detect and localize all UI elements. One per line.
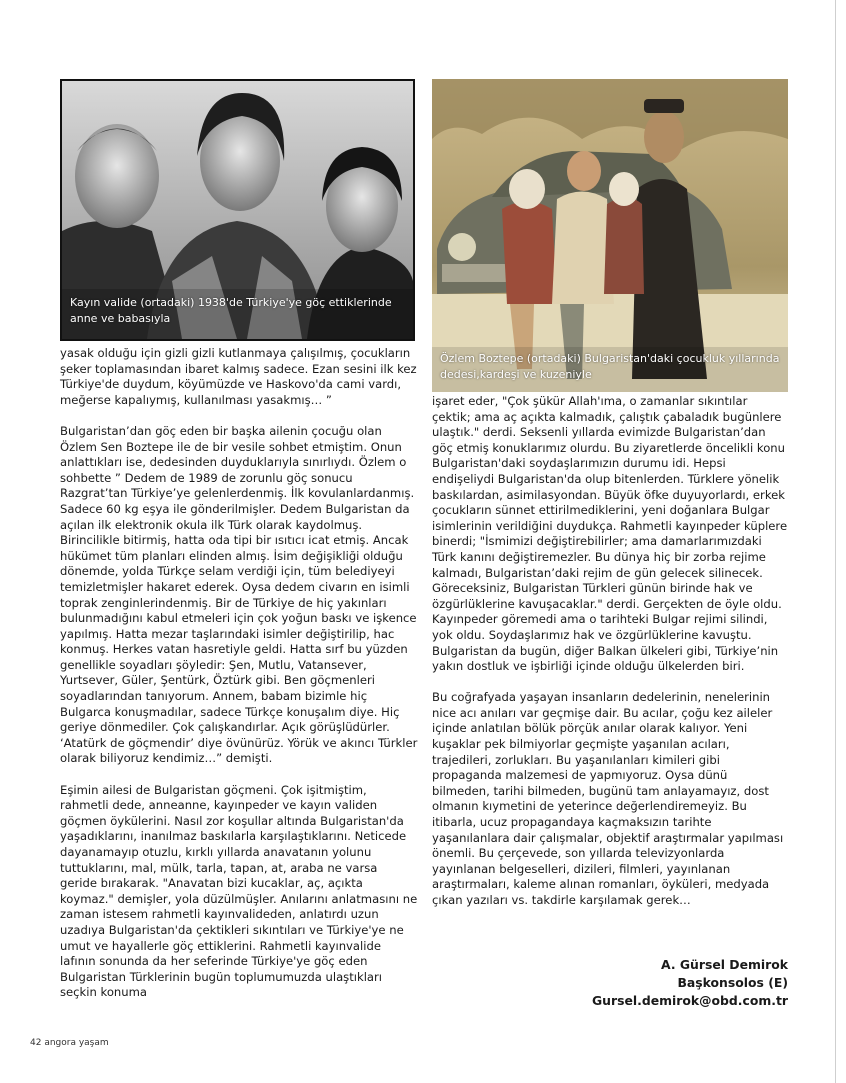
author-name: A. Gürsel Demirok <box>661 957 788 972</box>
photo-family-1938 <box>60 79 415 341</box>
article-paragraph: yasak olduğu için gizli gizli kutlanmaya çalışılmış, çocukların şeker toplamasından ibaret kalmış sadece. Ezan sesini ilk kez Türkiye'de duydum, köyümüzde ve Haskovo'da cami vardı, meğerse kapalıymış, kullanılması yasakmış… ” <box>60 346 417 407</box>
article-column-left <box>60 346 418 1017</box>
article-paragraph: Eşimin ailesi de Bulgaristan göçmeni. Çok işitmiştim, rahmetli dede, anneanne, kayınpeder ve kayın validen göçmen öykülerini. Nasıl zor koşullar altında Bulgaristan'da yaşadıklarını, inanılmaz baskılarla karşılaştıklarını. Neticede dayanamayıp otuzlu, kırklı yıllarda anavatanın yolunu tuttuklarını, mal, mülk, tarla, tapan, at, araba ne varsa geride bırakarak. "Anavatan bizi kucaklar, aç, açıkta koymaz." demişler, yola düzülmüşler. Anılarını anlatmasını ne zaman istesem rahmetli kayınvalideden, anlatırdı uzun uzadıya Bulgaristan'da çektikleri sıkıntıları ve Türkiye'ye ne umut ve hayallerle göç ettiklerini. Rahmetli kayınvalide lafının sonunda da her seferinde Türkiye'ye göç eden Bulgaristan Türklerinin bugün toplumumuzda ulaştıkları seçkin konuma <box>60 782 418 1000</box>
page-footer: 42 angora yaşam <box>30 1038 109 1048</box>
photo-family-1938-caption: Kayın valide (ortadaki) 1938'de Türkiye'ye göç ettiklerinde anne ve babasıyla <box>70 296 392 325</box>
author-signature <box>592 956 788 1010</box>
author-email: Gursel.demirok@obd.com.tr <box>592 993 788 1008</box>
author-title: Başkonsolos (E) <box>677 975 788 990</box>
article-column-right <box>432 394 788 924</box>
photo-childhood-bulgaria-image <box>432 79 788 392</box>
article-paragraph: işaret eder, "Çok şükür Allah'ıma, o zamanlar sıkıntılar çektik; ama aç açıkta kalmadık, çalıştık çabaladık bugünlere ulaştık." derdi. Seksenli yıllarda evimizde Bulgaristan’dan göç etmiş konuklarımız olurdu. Bu ziyaretlerde öncelikli konu Bulgaristan'daki soydaşlarımızın durumu idi. Hepsi endişeliydi Bulgaristan'da olup bitenlerden. Türklere yönelik baskılardan, asimilasyondan. Büyük öfke duyuyorlardı, erkek çocukların sünnet ettirilmediklerini, yeni doğanlara Bulgar isimlerinin verildiğini duydukça. Rahmetli kayınpeder küplere binerdi; "İsmimizi değiştirebilirler; ama damarlarımızdaki Türk kanını değiştiremezler. Bu dünya hiç bir zorba rejime kalmadı, Bulgaristan’daki rejim de gün gelecek silinecek. Göreceksiniz, Bulgaristan Türkleri günün birinde hak ve özgürlüklerine kavuşacaklar." derdi. Gerçekten de öyle oldu. Kayınpeder göremedi ama o tarihteki Bulgar rejimi silindi, yok oldu. Soydaşlarımız hak ve özgürlüklerine kavuştu. Bulgaristan da bugün, diğer Balkan ülkeleri gibi, Türkiye’nin yakın dostluk ve işbirliği içinde olduğu ülkelerden biri. <box>432 394 788 674</box>
article-paragraph: Bulgaristan’dan göç eden bir başka ailenin çocuğu olan Özlem Sen Boztepe ile de bir vesile sohbet etmiştim. Onun anlattıkları ise, dedesinden duyduklarıyla sınırlıydı. Özlem o sohbette ” Dedem de 1989 de zorunlu göç sonucu Razgrat’tan Türkiye’ye gelenlerdenmiş. İlk kovulanlardanmış. Sadece 60 kg eşya ile gönderilmişler. Dedem Bulgaristan da açılan ilk elektronik okula ilk Türk olarak kaydolmuş. Birincilikle bitirmiş, hatta oda tipi bir ısıtıcı icat etmiş. Ancak hükümet tüm planları elinden almış. İsim değişikliği olduğu dönemde, yolda Türkçe selam verdiği için, tüm belediyeyi temizletmişler hakaret ederek. Oysa dedem civarın en isimli toprak zenginlerindenmiş. Bir de Türkiye de hiç yakınları bulunmadığını kabul etmeleri için çok yoğun baskı ve işkence yapılmış. Hatta mezar taşlarındaki isimler değiştirilip, hac konmuş. Herkes vatan hasretiyle geldi. Hatta sırf bu yüzden genellikle soyadları şöyledir: Şen, Mutlu, Vatansever, Yurtsever, Güler, Şentürk, Öztürk gibi. Ben göçmenleri soyadlarından tanıyorum. Annem, babam bizimle hiç Bulgarca konuşmadılar, sadece Türkçe konuşalım diye. Hiç geriye dönmediler. Çok çalışkandırlar. Açık görüşlüdürler. ‘Atatürk de göçmendir’ diye övünürüz. Yörük ve akıncı Türkler olarak biliyoruz kendimiz…” demişti. <box>60 423 418 766</box>
photo-childhood-bulgaria <box>432 79 788 392</box>
article-paragraph: Bu coğrafyada yaşayan insanların dedelerinin, nenelerinin nice acı anıları var geçmişe dair. Bu acılar, çoğu kez aileler içinde anlatılan bölük pörçük anılar olarak kalıyor. Yeni kuşaklar pek bilmiyorlar geçmişte yaşanılan acıları, trajedileri, zorlukları. Bu yaşanılanları kimileri gibi propaganda malzemesi de yapmıyoruz. Oysa dünü bilmeden, tarihi bilmeden, bugünü tam anlayamayız, dost olmanın kıymetini de yeterince değerlendiremeyiz. Bu itibarla, ucuz propagandaya kaçmaksızın tarihte yaşanılanlara dair çalışmalar, objektif araştırmalar yapılması önemli. Bu çerçevede, son yıllarda televizyonlarda yayınlanan belgeselleri, dizileri, filmleri, yayınlanan araştırmaları, kaleme alınan romanları, öyküleri, medyada çıkan yazıları vs. takdirle karşılamak gerek… <box>432 690 784 907</box>
photo-childhood-bulgaria-caption: Özlem Boztepe (ortadaki) Bulgaristan'daki çocukluk yıllarında dedesi,kardeşi ve kuzeniyle <box>440 352 780 381</box>
